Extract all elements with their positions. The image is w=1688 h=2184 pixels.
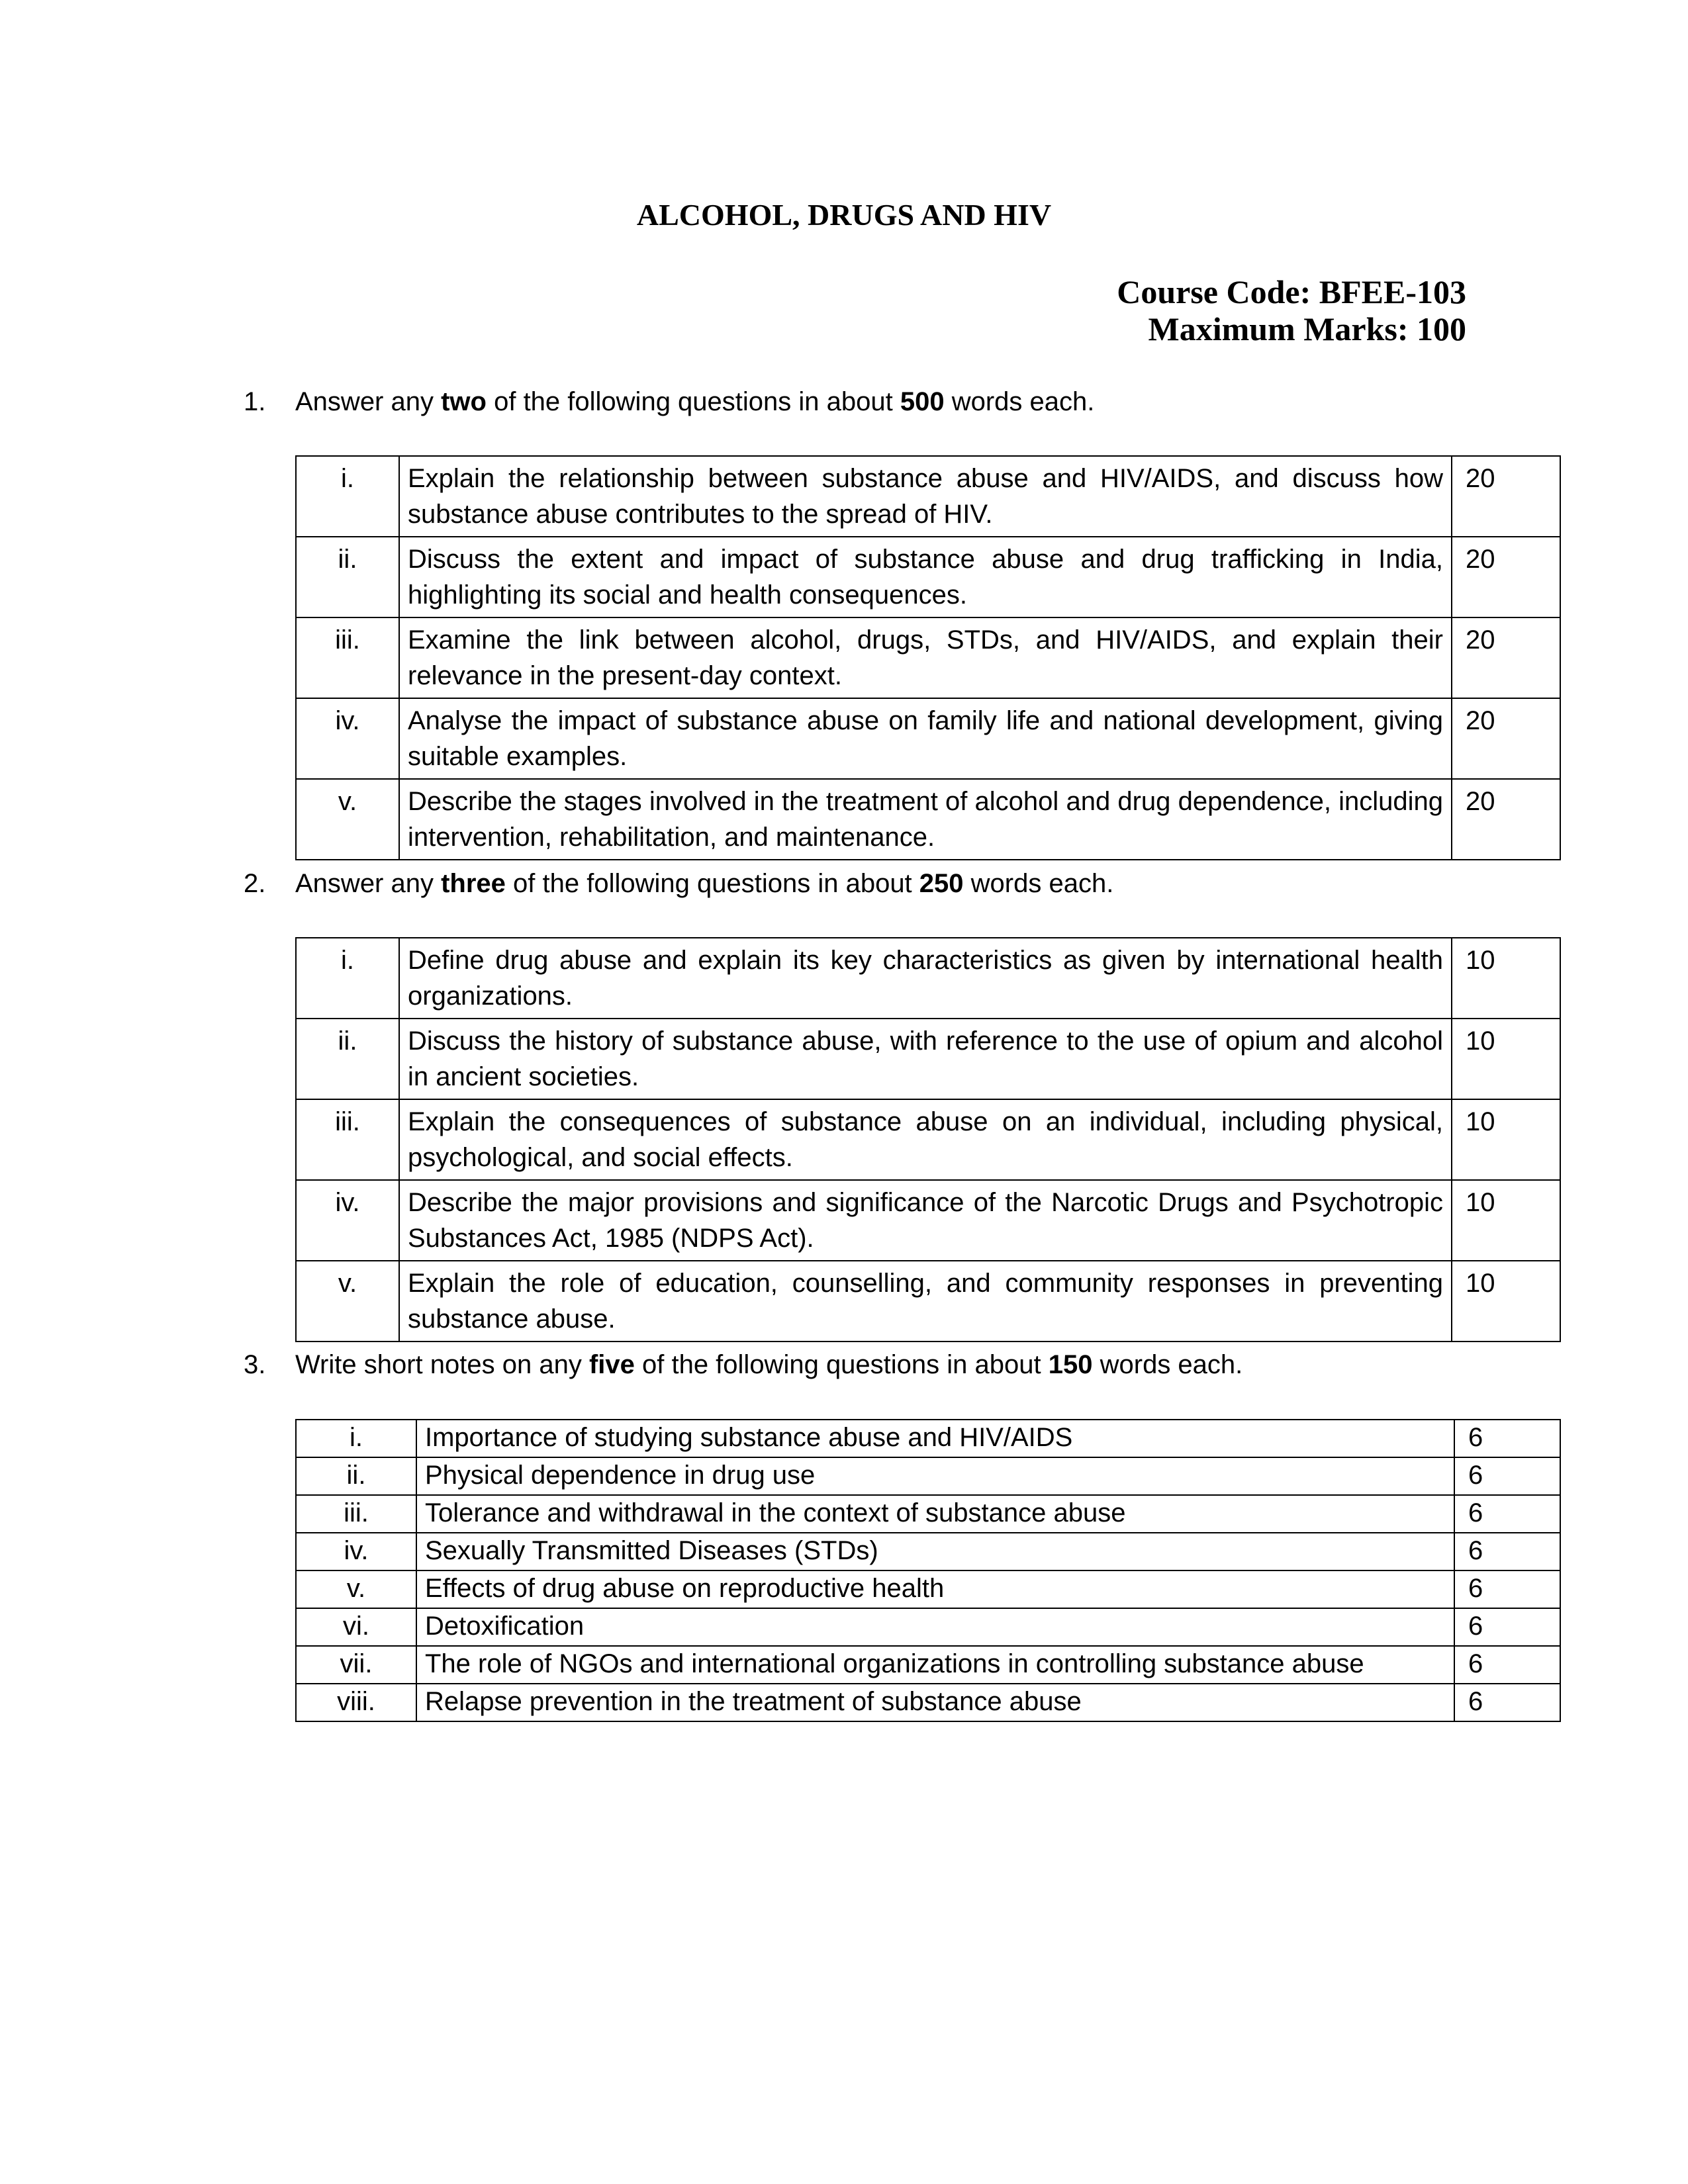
table-row (296, 1019, 1560, 1099)
table-row (296, 1608, 1560, 1646)
question-text: Explain the relationship between substance abuse and HIV/AIDS, and discuss how substance abuse contributes to the spread of HIV. (399, 456, 1452, 537)
question-number: i. (296, 456, 399, 537)
question-text: Analyse the impact of substance abuse on family life and national development, giving suitable examples. (399, 698, 1452, 779)
table-row (296, 779, 1560, 860)
table-row (296, 1457, 1560, 1495)
question-marks: 20 (1452, 698, 1560, 779)
question-text: Examine the link between alcohol, drugs, STDs, and HIV/AIDS, and explain their relevance in the present-day context. (399, 617, 1452, 698)
section-1-table (295, 455, 1561, 860)
question-text: Define drug abuse and explain its key characteristics as given by international health organizations. (399, 938, 1452, 1019)
question-number: i. (296, 1420, 416, 1457)
question-text: Explain the consequences of substance abuse on an individual, including physical, psychological, and social effects. (399, 1099, 1452, 1180)
question-number: v. (296, 1570, 416, 1608)
section-1-instruction: 1. Answer any two of the following questions in about 500 words each. (244, 387, 1095, 416)
question-number: v. (296, 1261, 399, 1342)
section-number: 3. (244, 1350, 266, 1379)
table-row (296, 456, 1560, 537)
table-row (296, 1533, 1560, 1570)
table-row (296, 1495, 1560, 1533)
question-marks: 6 (1454, 1457, 1560, 1495)
question-text: Effects of drug abuse on reproductive health (416, 1570, 1454, 1608)
table-row (296, 537, 1560, 617)
maximum-marks: Maximum Marks: 100 (1148, 310, 1466, 347)
table-row (296, 617, 1560, 698)
question-number: iv. (296, 1533, 416, 1570)
question-marks: 10 (1452, 938, 1560, 1019)
question-marks: 6 (1454, 1420, 1560, 1457)
section-3-table (295, 1419, 1561, 1722)
question-marks: 20 (1452, 617, 1560, 698)
question-text: Describe the stages involved in the treatment of alcohol and drug dependence, including intervention, rehabilitation, and maintenance. (399, 779, 1452, 860)
table-row (296, 698, 1560, 779)
word-limit: 500 (900, 387, 945, 416)
question-text: Discuss the extent and impact of substance abuse and drug trafficking in India, highlighting its social and health consequences. (399, 537, 1452, 617)
question-text: Physical dependence in drug use (416, 1457, 1454, 1495)
question-text: Tolerance and withdrawal in the context of substance abuse (416, 1495, 1454, 1533)
question-number: ii. (296, 537, 399, 617)
table-row (296, 1684, 1560, 1721)
section-2-table (295, 937, 1561, 1342)
question-marks: 20 (1452, 456, 1560, 537)
question-text: Describe the major provisions and significance of the Narcotic Drugs and Psychotropic Substances Act, 1985 (NDPS Act). (399, 1180, 1452, 1261)
question-text: Discuss the history of substance abuse, with reference to the use of opium and alcohol in ancient societies. (399, 1019, 1452, 1099)
question-marks: 10 (1452, 1180, 1560, 1261)
question-number: i. (296, 938, 399, 1019)
table-row (296, 1099, 1560, 1180)
question-marks: 10 (1452, 1261, 1560, 1342)
document-title: ALCOHOL, DRUGS AND HIV (636, 198, 1052, 232)
question-text: Sexually Transmitted Diseases (STDs) (416, 1533, 1454, 1570)
question-marks: 6 (1454, 1646, 1560, 1684)
question-text: Detoxification (416, 1608, 1454, 1646)
question-count: five (588, 1350, 635, 1379)
question-marks: 6 (1454, 1570, 1560, 1608)
question-marks: 20 (1452, 537, 1560, 617)
question-marks: 10 (1452, 1099, 1560, 1180)
question-number: iii. (296, 617, 399, 698)
table-row (296, 1261, 1560, 1342)
question-number: iii. (296, 1099, 399, 1180)
word-limit: 150 (1048, 1350, 1093, 1379)
question-count: three (441, 869, 506, 898)
question-marks: 6 (1454, 1495, 1560, 1533)
course-code: Course Code: BFEE-103 (1117, 273, 1466, 310)
question-marks: 6 (1454, 1684, 1560, 1721)
question-marks: 10 (1452, 1019, 1560, 1099)
question-count: two (441, 387, 487, 416)
table-row (296, 1570, 1560, 1608)
section-number: 2. (244, 869, 266, 898)
question-marks: 6 (1454, 1533, 1560, 1570)
section-3-instruction: 3. Write short notes on any five of the following questions in about 150 words each. (244, 1350, 1243, 1379)
word-limit: 250 (919, 869, 964, 898)
question-number: ii. (296, 1457, 416, 1495)
question-text: The role of NGOs and international organizations in controlling substance abuse (416, 1646, 1454, 1684)
section-number: 1. (244, 387, 266, 416)
question-number: iv. (296, 698, 399, 779)
question-number: vii. (296, 1646, 416, 1684)
question-number: viii. (296, 1684, 416, 1721)
question-number: vi. (296, 1608, 416, 1646)
question-number: iii. (296, 1495, 416, 1533)
question-number: v. (296, 779, 399, 860)
question-marks: 6 (1454, 1608, 1560, 1646)
table-row (296, 1420, 1560, 1457)
question-text: Relapse prevention in the treatment of substance abuse (416, 1684, 1454, 1721)
question-text: Importance of studying substance abuse and HIV/AIDS (416, 1420, 1454, 1457)
question-number: ii. (296, 1019, 399, 1099)
table-row (296, 938, 1560, 1019)
question-number: iv. (296, 1180, 399, 1261)
section-2-instruction: 2. Answer any three of the following questions in about 250 words each. (244, 869, 1114, 898)
question-marks: 20 (1452, 779, 1560, 860)
table-row (296, 1180, 1560, 1261)
question-text: Explain the role of education, counselling, and community responses in preventing substance abuse. (399, 1261, 1452, 1342)
table-row (296, 1646, 1560, 1684)
